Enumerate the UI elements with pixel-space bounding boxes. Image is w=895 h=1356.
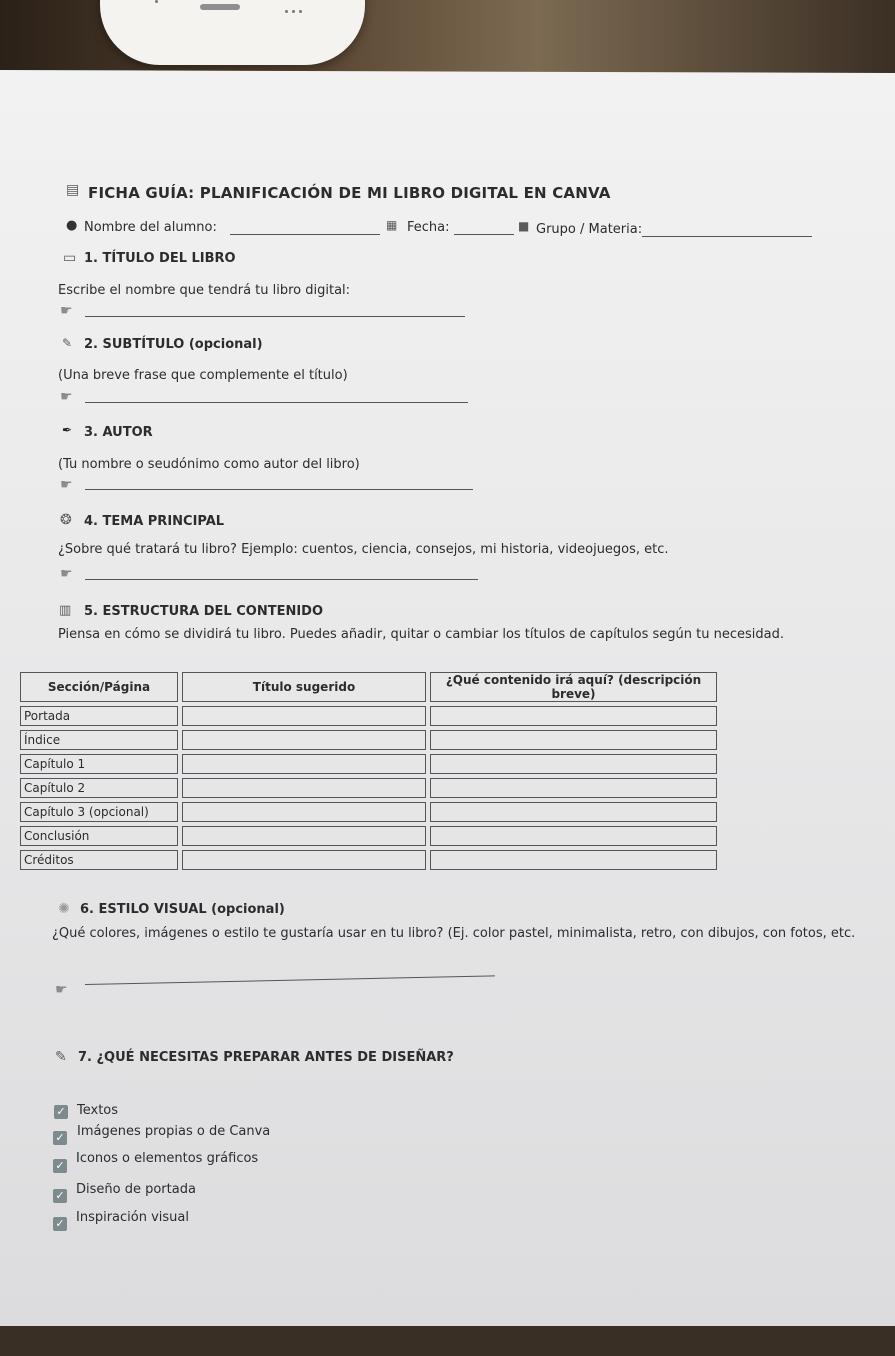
section-5-prompt: Piensa en cómo se dividirá tu libro. Puedes añadir, quitar o cambiar los títulos de capítulos según tu necesidad. (58, 627, 784, 642)
content-cell[interactable] (430, 850, 717, 870)
date-field[interactable] (454, 234, 514, 235)
section-2-prompt: (Una breve frase que complemente el título) (58, 368, 348, 383)
content-cell[interactable] (430, 778, 717, 798)
column-header: Sección/Página (20, 672, 178, 702)
case-dot (155, 0, 158, 3)
table-row (20, 778, 717, 798)
section-4-prompt: ¿Sobre qué tratará tu libro? Ejemplo: cuentos, ciencia, consejos, mi historia, videojuegos, etc. (58, 542, 669, 557)
group-label: Grupo / Materia: (536, 222, 643, 237)
title-cell[interactable] (182, 754, 426, 774)
column-header: Título sugerido (182, 672, 426, 702)
section-7-heading: 7. ¿QUÉ NECESITAS PREPARAR ANTES DE DISEÑAR? (78, 1050, 454, 1065)
table-row (20, 826, 717, 846)
title-cell[interactable] (182, 730, 426, 750)
section-6-prompt: ¿Qué colores, imágenes o estilo te gustaría usar en tu libro? (Ej. color pastel, minimalista, retro, con dibujos, con fotos, etc. (52, 926, 856, 941)
calendar-icon: ▦ (386, 218, 398, 232)
title-cell[interactable] (182, 802, 426, 822)
checklist-item: Iconos o elementos gráficos (76, 1151, 259, 1166)
checkbox-icon[interactable]: ✓ (53, 1217, 67, 1231)
content-cell[interactable] (430, 802, 717, 822)
checkbox-icon[interactable]: ✓ (53, 1131, 67, 1145)
checkbox-icon[interactable]: ✓ (54, 1105, 68, 1119)
brain-icon: ❂ (60, 512, 72, 528)
section-1-heading: 1. TÍTULO DEL LIBRO (84, 251, 236, 266)
case-dot (285, 10, 288, 13)
case-dot (299, 10, 302, 13)
date-label: Fecha: (407, 220, 450, 235)
document-icon: ▤ (66, 182, 80, 198)
row-section: Capítulo 3 (opcional) (20, 802, 178, 822)
section-6-heading: 6. ESTILO VISUAL (opcional) (80, 902, 285, 917)
page-title: FICHA GUÍA: PLANIFICACIÓN DE MI LIBRO DIGITAL EN CANVA (88, 184, 611, 202)
table-row (20, 730, 717, 750)
title-answer-line[interactable] (85, 316, 465, 317)
row-section: Capítulo 1 (20, 754, 178, 774)
title-cell[interactable] (182, 850, 426, 870)
column-header: ¿Qué contenido irá aquí? (descripción breve) (430, 672, 717, 702)
title-cell[interactable] (182, 826, 426, 846)
content-cell[interactable] (430, 706, 717, 726)
pointing-hand-icon: ☛ (60, 477, 73, 493)
section-3-heading: 3. AUTOR (84, 425, 153, 440)
pointing-hand-icon: ☛ (55, 982, 68, 998)
name-field[interactable] (230, 234, 380, 235)
row-section: Capítulo 2 (20, 778, 178, 798)
checklist-item: Imágenes propias o de Canva (77, 1124, 271, 1139)
checklist-item: Diseño de portada (76, 1182, 196, 1197)
content-cell[interactable] (430, 754, 717, 774)
clipboard-icon: ✎ (55, 1049, 67, 1065)
table-edge (0, 1326, 895, 1356)
pencil-icon: ✎ (62, 336, 73, 350)
pointing-hand-icon: ☛ (60, 566, 73, 582)
section-3-prompt: (Tu nombre o seudónimo como autor del libro) (58, 457, 360, 472)
section-5-heading: 5. ESTRUCTURA DEL CONTENIDO (84, 604, 324, 619)
group-field[interactable] (642, 236, 812, 237)
row-section: Créditos (20, 850, 178, 870)
topic-answer-line[interactable] (85, 579, 478, 580)
checkbox-icon[interactable]: ✓ (53, 1189, 67, 1203)
table-row (20, 706, 717, 726)
content-cell[interactable] (430, 826, 717, 846)
structure-table (16, 668, 721, 874)
author-answer-line[interactable] (85, 489, 473, 490)
title-cell[interactable] (182, 706, 426, 726)
table-row (20, 850, 717, 870)
books-icon: ▥ (59, 603, 72, 618)
pen-icon: ✒ (62, 423, 73, 437)
row-section: Conclusión (20, 826, 178, 846)
palette-icon: ✺ (58, 901, 70, 917)
table-header-row (20, 672, 717, 702)
user-icon: ● (66, 218, 78, 233)
section-4-heading: 4. TEMA PRINCIPAL (84, 514, 225, 529)
earbuds-case (100, 0, 365, 65)
section-1-prompt: Escribe el nombre que tendrá tu libro digital: (58, 283, 351, 298)
subtitle-answer-line[interactable] (85, 402, 468, 403)
row-section: Índice (20, 730, 178, 750)
section-2-heading: 2. SUBTÍTULO (opcional) (84, 337, 263, 352)
pointing-hand-icon: ☛ (60, 303, 73, 319)
pointing-hand-icon: ☛ (60, 389, 73, 405)
group-icon: ■ (518, 219, 530, 233)
case-slot (200, 4, 240, 10)
name-label: Nombre del alumno: (84, 220, 217, 235)
checklist-item: Textos (77, 1103, 119, 1118)
content-cell[interactable] (430, 730, 717, 750)
row-section: Portada (20, 706, 178, 726)
table-row (20, 802, 717, 822)
book-icon: ▭ (63, 250, 77, 266)
case-dot (292, 10, 295, 13)
title-cell[interactable] (182, 778, 426, 798)
checklist-item: Inspiración visual (76, 1210, 190, 1225)
table-row (20, 754, 717, 774)
checkbox-icon[interactable]: ✓ (53, 1159, 67, 1173)
